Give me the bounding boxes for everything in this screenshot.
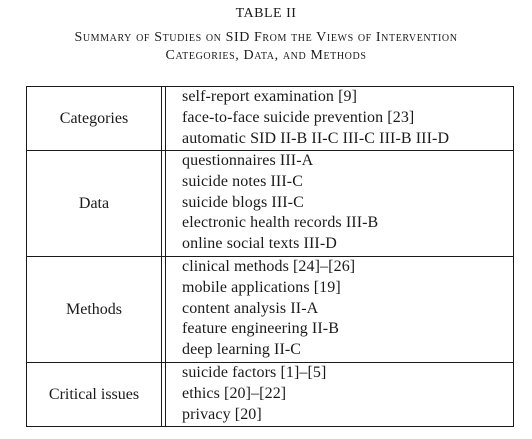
section-label: Critical issues bbox=[48, 386, 140, 403]
section-critical-issues bbox=[27, 363, 513, 427]
table-item: mobile applications [19] bbox=[182, 278, 341, 296]
section-data bbox=[27, 151, 513, 256]
table-item: feature engineering II-B bbox=[182, 320, 339, 338]
section-items bbox=[182, 257, 355, 361]
table-caption bbox=[0, 29, 532, 65]
table-item: questionnaires III-A bbox=[182, 152, 314, 169]
summary-table bbox=[26, 86, 514, 427]
table-item: suicide notes III-C bbox=[182, 172, 303, 190]
section-label: Data bbox=[78, 194, 110, 212]
table-item: deep learning II-C bbox=[182, 341, 302, 359]
caption-line-1: Summary of Studies on SID From the Views of Intervention bbox=[74, 30, 458, 45]
section-items bbox=[182, 363, 326, 425]
table-item: online social texts III-D bbox=[182, 235, 337, 253]
table-item: suicide factors [1]–[5] bbox=[182, 364, 327, 381]
table-item: clinical methods [24]–[26] bbox=[182, 258, 356, 275]
section-categories bbox=[27, 87, 513, 150]
table-item: suicide blogs III-C bbox=[182, 193, 304, 211]
table-item: automatic SID II-B II-C III-C III-B III-D bbox=[182, 129, 450, 147]
table-item: content analysis II-A bbox=[182, 299, 319, 317]
table-item: face-to-face suicide prevention [23] bbox=[182, 108, 415, 126]
table-item: privacy [20] bbox=[182, 405, 262, 423]
section-items bbox=[182, 151, 378, 255]
caption-line-2: Categories, Data, and Methods bbox=[165, 48, 367, 63]
table-item: ethics [20]–[22] bbox=[182, 384, 287, 402]
table-item: self-report examination [9] bbox=[182, 88, 358, 105]
section-items bbox=[182, 87, 449, 149]
section-methods bbox=[27, 257, 513, 362]
table-number: TABLE II bbox=[235, 6, 297, 21]
section-label: Categories bbox=[59, 109, 129, 127]
section-label: Methods bbox=[66, 300, 122, 318]
table-item: electronic health records III-B bbox=[182, 214, 379, 232]
